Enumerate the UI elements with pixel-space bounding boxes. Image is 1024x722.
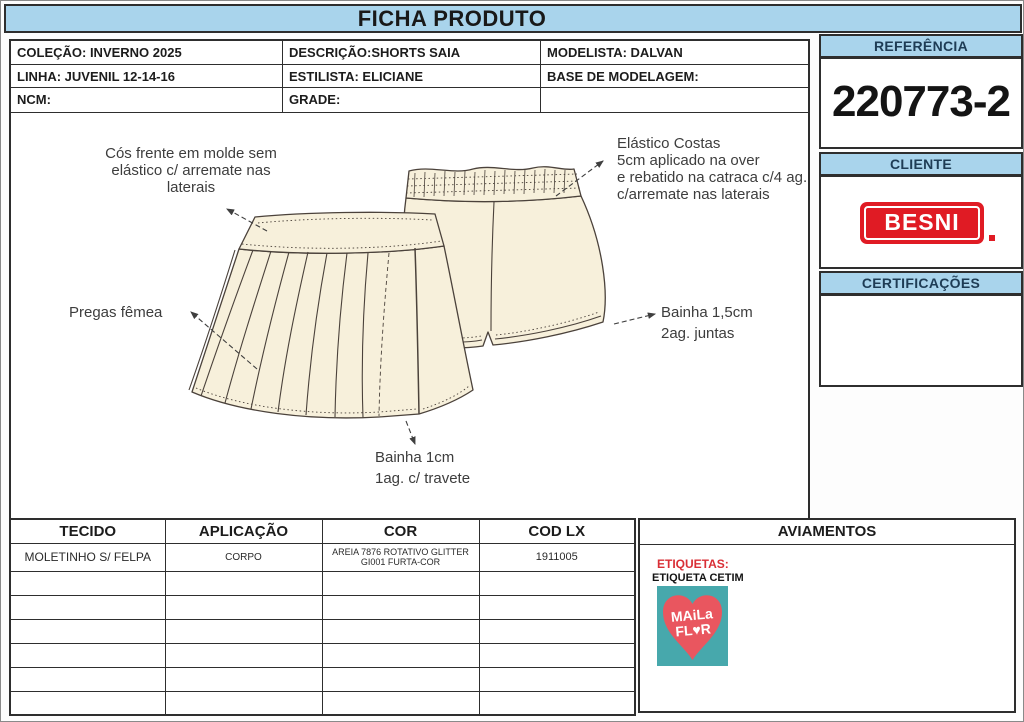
field-descricao: DESCRIÇÃO:SHORTS SAIA — [283, 41, 541, 65]
cell-cor: AREIA 7876 ROTATIVO GLITTER GI001 FURTA-COR — [322, 543, 479, 571]
cliente-header: CLIENTE — [819, 152, 1023, 176]
annotation-waistband-front: Cós frente em molde sem elástico c/ arremate nas laterais — [105, 145, 277, 196]
annotation-pleats: Pregas fêmea — [69, 304, 163, 321]
besni-logo — [860, 202, 984, 244]
product-info-table — [9, 39, 810, 114]
table-row — [10, 667, 635, 691]
etiqueta-value: ETIQUETA CETIM — [652, 572, 744, 584]
cell-codlx: 1911005 — [479, 543, 635, 571]
field-ncm: NCM: — [11, 88, 283, 112]
annotation-hem-back: Bainha 1,5cm 2ag. juntas — [661, 304, 753, 342]
table-row — [10, 571, 635, 595]
field-linha: LINHA: JUVENIL 12-14-16 — [11, 65, 283, 89]
skirt-front-drawing — [189, 212, 473, 418]
title-bar — [4, 4, 1022, 33]
page-title: FICHA PRODUTO — [357, 6, 547, 31]
field-colecao: COLEÇÃO: INVERNO 2025 — [11, 41, 283, 65]
maila-flor-brand-text: MAiLa FL♥R — [670, 605, 714, 640]
maila-flor-logo — [657, 586, 728, 666]
materials-table — [9, 518, 636, 716]
cell-aplicacao: CORPO — [165, 543, 322, 571]
table-row — [10, 543, 635, 571]
table-row — [10, 619, 635, 643]
cell-tecido: MOLETINHO S/ FELPA — [10, 543, 165, 571]
besni-brand-text: BESNI — [884, 209, 960, 235]
field-empty — [541, 88, 808, 112]
column-header-tecido: TECIDO — [10, 519, 165, 543]
reference-number: 220773-2 — [832, 77, 1010, 126]
cliente-box — [819, 175, 1023, 269]
certificacoes-box — [819, 294, 1023, 387]
table-row — [10, 643, 635, 667]
column-header-codlx: COD LX — [479, 519, 635, 543]
aviamentos-header: AVIAMENTOS — [640, 520, 1014, 545]
field-base-modelagem: BASE DE MODELAGEM: — [541, 65, 808, 89]
referencia-box — [819, 57, 1023, 149]
field-estilista: ESTILISTA: ELICIANE — [283, 65, 541, 89]
technical-drawing-panel — [9, 113, 810, 518]
referencia-header: REFERÊNCIA — [819, 34, 1023, 58]
annotation-elastic-back: Elástico Costas 5cm aplicado na over e rebatido na catraca c/4 ag. c/arremate nas laterais — [617, 135, 808, 203]
certificacoes-header: CERTIFICAÇÕES — [819, 271, 1023, 295]
aviamentos-box — [638, 518, 1016, 713]
column-header-cor: COR — [322, 519, 479, 543]
table-row — [10, 691, 635, 715]
field-modelista: MODELISTA: DALVAN — [541, 41, 808, 65]
column-header-aplicacao: APLICAÇÃO — [165, 519, 322, 543]
table-row — [10, 595, 635, 619]
besni-logo-dot — [989, 235, 995, 241]
annotation-hem-front: Bainha 1cm 1ag. c/ travete — [375, 449, 471, 487]
etiquetas-label: ETIQUETAS: — [657, 557, 729, 571]
field-grade: GRADE: — [283, 88, 541, 112]
